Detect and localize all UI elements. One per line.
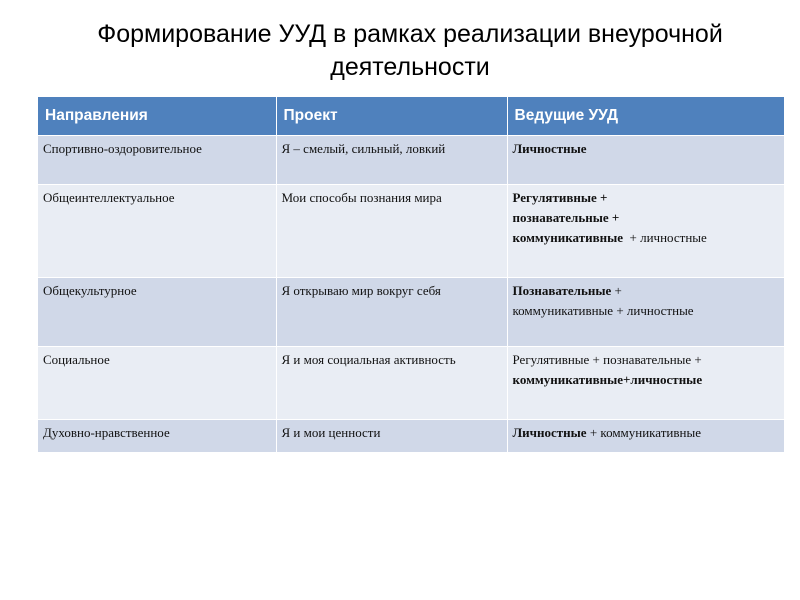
uud-cell: [507, 278, 784, 347]
direction-cell: Общекультурное: [38, 278, 276, 347]
table-row: [38, 136, 784, 185]
page-title-line-2: деятельности: [330, 53, 490, 81]
header-directions: Направления: [38, 97, 276, 136]
project-cell: Я – смелый, сильный, ловкий: [276, 136, 507, 185]
uud-cell: [507, 420, 784, 453]
uud-table: [38, 97, 784, 452]
page-title: [40, 18, 780, 84]
direction-cell: Духовно-нравственное: [38, 420, 276, 453]
uud-text: Регулятивные +: [512, 190, 608, 205]
project-cell: Я открываю мир вокруг себя: [276, 278, 507, 347]
table-row: [38, 420, 784, 453]
project-cell: Мои способы познания мира: [276, 185, 507, 278]
table-row: [38, 278, 784, 347]
table-row: [38, 347, 784, 420]
project-cell: Я и мои ценности: [276, 420, 507, 453]
uud-text: Регулятивные + познавательные +: [512, 352, 702, 367]
table-row: [38, 185, 784, 278]
uud-text: коммуникативные + личностные: [512, 303, 694, 318]
uud-cell: [507, 347, 784, 420]
uud-cell: [507, 185, 784, 278]
uud-text: коммуникативные+личностные: [512, 372, 703, 387]
uud-text: познавательные +: [512, 210, 620, 225]
page-title-line-1: Формирование УУД в рамках реализации внеурочной: [97, 20, 723, 48]
uud-text: Познавательные: [512, 283, 612, 298]
header-project: Проект: [276, 97, 507, 136]
uud-text: Личностные: [512, 425, 587, 440]
uud-text: коммуникативные: [512, 230, 624, 245]
direction-cell: Общеинтеллектуальное: [38, 185, 276, 278]
uud-text: + личностные: [623, 230, 707, 245]
uud-text: + коммуникативные: [586, 425, 701, 440]
direction-cell: Спортивно-оздоровительное: [38, 136, 276, 185]
uud-cell: [507, 136, 784, 185]
header-leading-uud: Ведущие УУД: [507, 97, 784, 136]
uud-text: Личностные: [512, 141, 587, 156]
project-cell: Я и моя социальная активность: [276, 347, 507, 420]
uud-text: +: [611, 283, 622, 298]
table-header-row: [38, 97, 784, 136]
direction-cell: Социальное: [38, 347, 276, 420]
